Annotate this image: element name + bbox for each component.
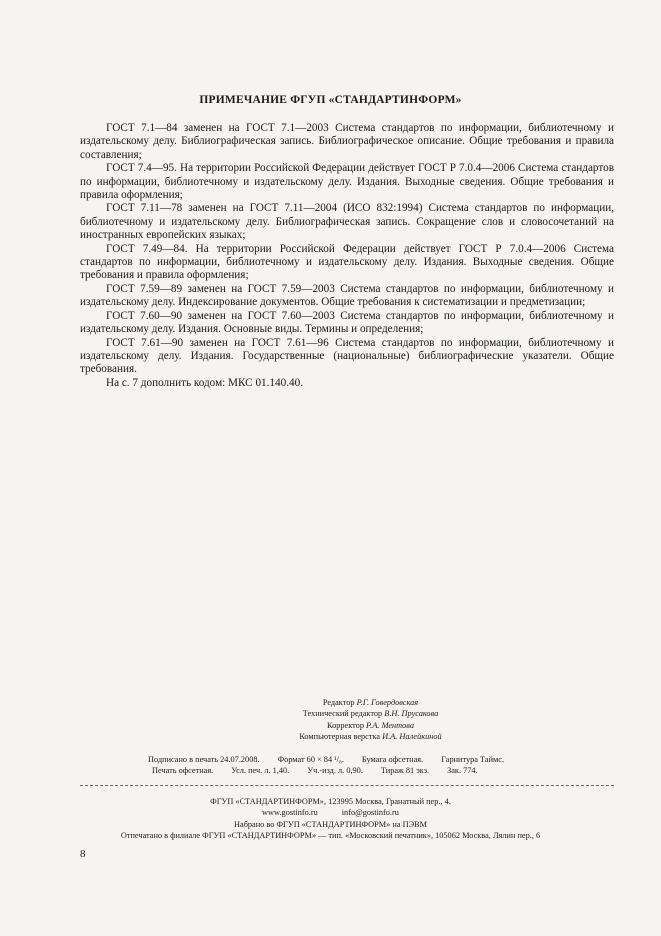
staff-name: Р.А. Ментова	[366, 720, 415, 730]
staff-name: В.Н. Прусакова	[384, 709, 439, 719]
publisher-info	[0, 796, 661, 842]
staff-line	[80, 708, 661, 719]
imprint-block	[0, 697, 661, 776]
order-number: Зак. 774.	[447, 766, 478, 776]
note-paragraph: ГОСТ 7.49—84. На территории Российской Федерации действует ГОСТ Р 7.0.4—2006 Система стандартов по информации, библиотечному и издательскому делу. Издания. Выходные сведения. Общие требования и правила оформления;	[80, 242, 614, 282]
note-paragraph: ГОСТ 7.11—78 заменен на ГОСТ 7.11—2004 (ИСО 832:1994) Система стандартов по информации, библиотечному и издательскому делу. Библиографическая запись. Сокращение слов и словосочетаний на иностранных европейских языках;	[80, 202, 614, 242]
editorial-staff	[0, 697, 661, 743]
note-paragraph: ГОСТ 7.61—90 заменен на ГОСТ 7.61—96 Система стандартов по информации, библиотечному и издательскому делу. Издания. Государственные (национальные) библиографические указатели. Общие требования.	[80, 336, 614, 376]
note-paragraph: ГОСТ 7.60—90 заменен на ГОСТ 7.60—2003 Система стандартов по информации, библиотечному и издательскому делу. Издания. Основные виды. Термины и определения;	[80, 309, 614, 336]
staff-role: Компьютерная верстка	[299, 732, 381, 742]
staff-role: Корректор	[326, 720, 364, 730]
divider-line	[80, 785, 614, 786]
note-paragraph: ГОСТ 7.59—89 заменен на ГОСТ 7.59—2003 Система стандартов по информации, библиотечному и издательскому делу. Индексирование документов. Общие требования к систематизации и предметизации;	[80, 282, 614, 309]
print-details-row	[148, 754, 661, 765]
staff-role: Технический редактор	[302, 709, 383, 719]
publisher-contacts	[0, 807, 661, 818]
print-details-row	[148, 765, 661, 776]
note-paragraph: ГОСТ 7.4—95. На территории Российской Федерации действует ГОСТ Р 7.0.4—2006 Система стандартов по информации, библиотечному и издательскому делу. Издания. Выходные сведения. Общие требования и правила оформления;	[80, 162, 614, 202]
printed-note: Отпечатано в филиале ФГУП «СТАНДАРТИНФОРМ» — тип. «Московский печатник», 105062 Москва, Лялин пер., 6	[120, 831, 541, 841]
typeface: Гарнитура Таймс.	[441, 754, 505, 764]
signed-date: Подписано в печать 24.07.2008.	[148, 754, 260, 764]
paper-format: Формат 60 × 84 ¹/₈.	[277, 754, 344, 764]
publisher-address: ФГУП «СТАНДАРТИНФОРМ», 123995 Москва, Гранатный пер., 4.	[210, 797, 451, 806]
staff-role: Редактор	[322, 698, 355, 707]
note-paragraph: ГОСТ 7.1—84 заменен на ГОСТ 7.1—2003 Система стандартов по информации, библиотечному и издательскому делу. Библиографическая запись. Библиографическое описание. Общие требования и правила составления;	[80, 122, 614, 161]
print-run: Тираж 81 экз.	[380, 766, 430, 776]
printing-method: Печать офсетная.	[152, 766, 214, 776]
typeset-note: Набрано во ФГУП «СТАНДАРТИНФОРМ» на ПЭВМ	[234, 819, 427, 829]
staff-line	[80, 731, 661, 742]
print-details	[0, 754, 661, 777]
note-paragraph: На с. 7 дополнить кодом: МКС 01.140.40.	[106, 376, 303, 389]
staff-name: Р.Г. Говердовская	[356, 698, 419, 707]
staff-line	[80, 720, 661, 731]
website-link[interactable]: www.gostinfo.ru	[262, 808, 318, 818]
notes-body	[80, 122, 614, 390]
staff-name: И.А. Налейкиной	[382, 732, 442, 742]
note-heading: ПРИМЕЧАНИЕ ФГУП «СТАНДАРТИНФОРМ»	[199, 94, 462, 106]
email-link[interactable]: info@gostinfo.ru	[341, 808, 399, 818]
page-number: 8	[80, 848, 86, 860]
staff-line	[80, 697, 661, 708]
publishing-sheets: Уч.-изд. л. 0,90.	[307, 766, 363, 776]
paper-type: Бумага офсетная.	[361, 754, 424, 764]
print-sheets: Усл. печ. л. 1,40.	[231, 766, 290, 776]
